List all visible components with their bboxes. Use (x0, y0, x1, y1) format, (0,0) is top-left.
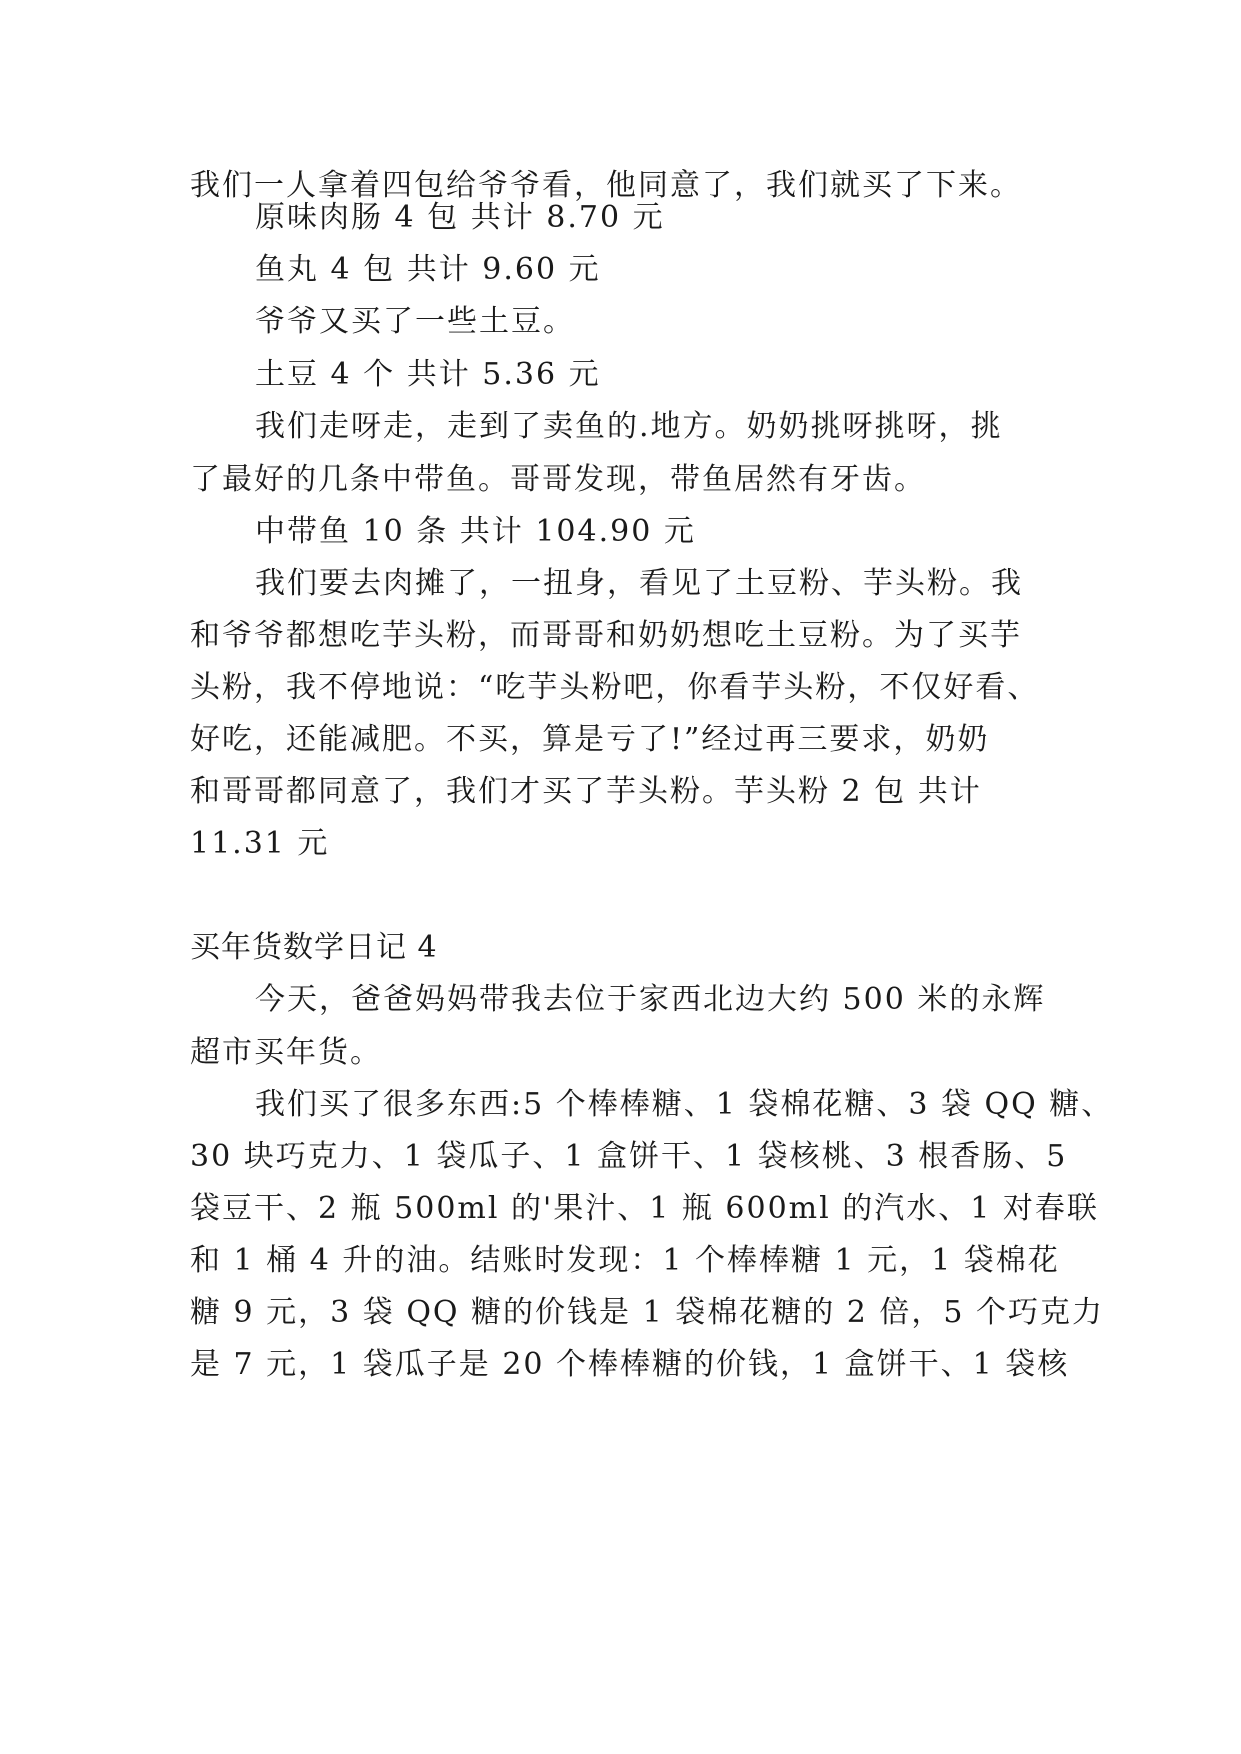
item-line-fishball: 鱼丸 4 包 共计 9.60 元 (255, 252, 601, 287)
paragraph-line: 我们走呀走，走到了卖鱼的.地方。奶奶挑呀挑呀，挑 (255, 409, 1003, 444)
paragraph-line: 今天，爸爸妈妈带我去位于家西北边大约 500 米的永辉 (255, 982, 1046, 1017)
paragraph-line: 和 1 桶 4 升的油。结账时发现：1 个棒棒糖 1 元，1 袋棉花 (190, 1243, 1060, 1278)
paragraph-line: 30 块巧克力、1 袋瓜子、1 盒饼干、1 袋核桃、3 根香肠、5 (190, 1139, 1068, 1174)
paragraph-line: 是 7 元，1 袋瓜子是 20 个棒棒糖的价钱，1 盒饼干、1 袋核 (190, 1347, 1070, 1382)
paragraph-line: 超市买年货。 (190, 1035, 382, 1070)
paragraph-line: 我们买了很多东西:5 个棒棒糖、1 袋棉花糖、3 袋 QQ 糖、 (255, 1087, 1114, 1122)
paragraph-line: 了最好的几条中带鱼。哥哥发现，带鱼居然有牙齿。 (190, 462, 926, 497)
paragraph-line: 袋豆干、2 瓶 500ml 的'果汁、1 瓶 600ml 的汽水、1 对春联 (190, 1191, 1099, 1226)
item-line-potato: 土豆 4 个 共计 5.36 元 (255, 357, 601, 392)
item-line-hairtail: 中带鱼 10 条 共计 104.90 元 (255, 514, 696, 549)
paragraph-line: 和爷爷都想吃芋头粉，而哥哥和奶奶想吃土豆粉。为了买芋 (190, 618, 1022, 653)
paragraph-line: 和哥哥都同意了，我们才买了芋头粉。芋头粉 2 包 共计 (190, 774, 982, 809)
paragraph-line: 糖 9 元，3 袋 QQ 糖的价钱是 1 袋棉花糖的 2 倍，5 个巧克力 (190, 1295, 1104, 1330)
paragraph-line: 爷爷又买了一些土豆。 (255, 304, 575, 339)
paragraph-line: 头粉，我不停地说：“吃芋头粉吧，你看芋头粉，不仅好看、 (190, 670, 1040, 705)
item-line-sausage: 原味肉肠 4 包 共计 8.70 元 (255, 200, 665, 235)
paragraph-line: 11.31 元 (190, 826, 330, 861)
paragraph-line: 好吃，还能减肥。不买，算是亏了!”经过再三要求，奶奶 (190, 722, 990, 757)
paragraph-line: 我们要去肉摊了，一扭身，看见了土豆粉、芋头粉。我 (255, 566, 1023, 601)
paragraph-line: 我们一人拿着四包给爷爷看，他同意了，我们就买了下来。 (190, 168, 1022, 203)
section-title: 买年货数学日记 4 (190, 930, 438, 965)
